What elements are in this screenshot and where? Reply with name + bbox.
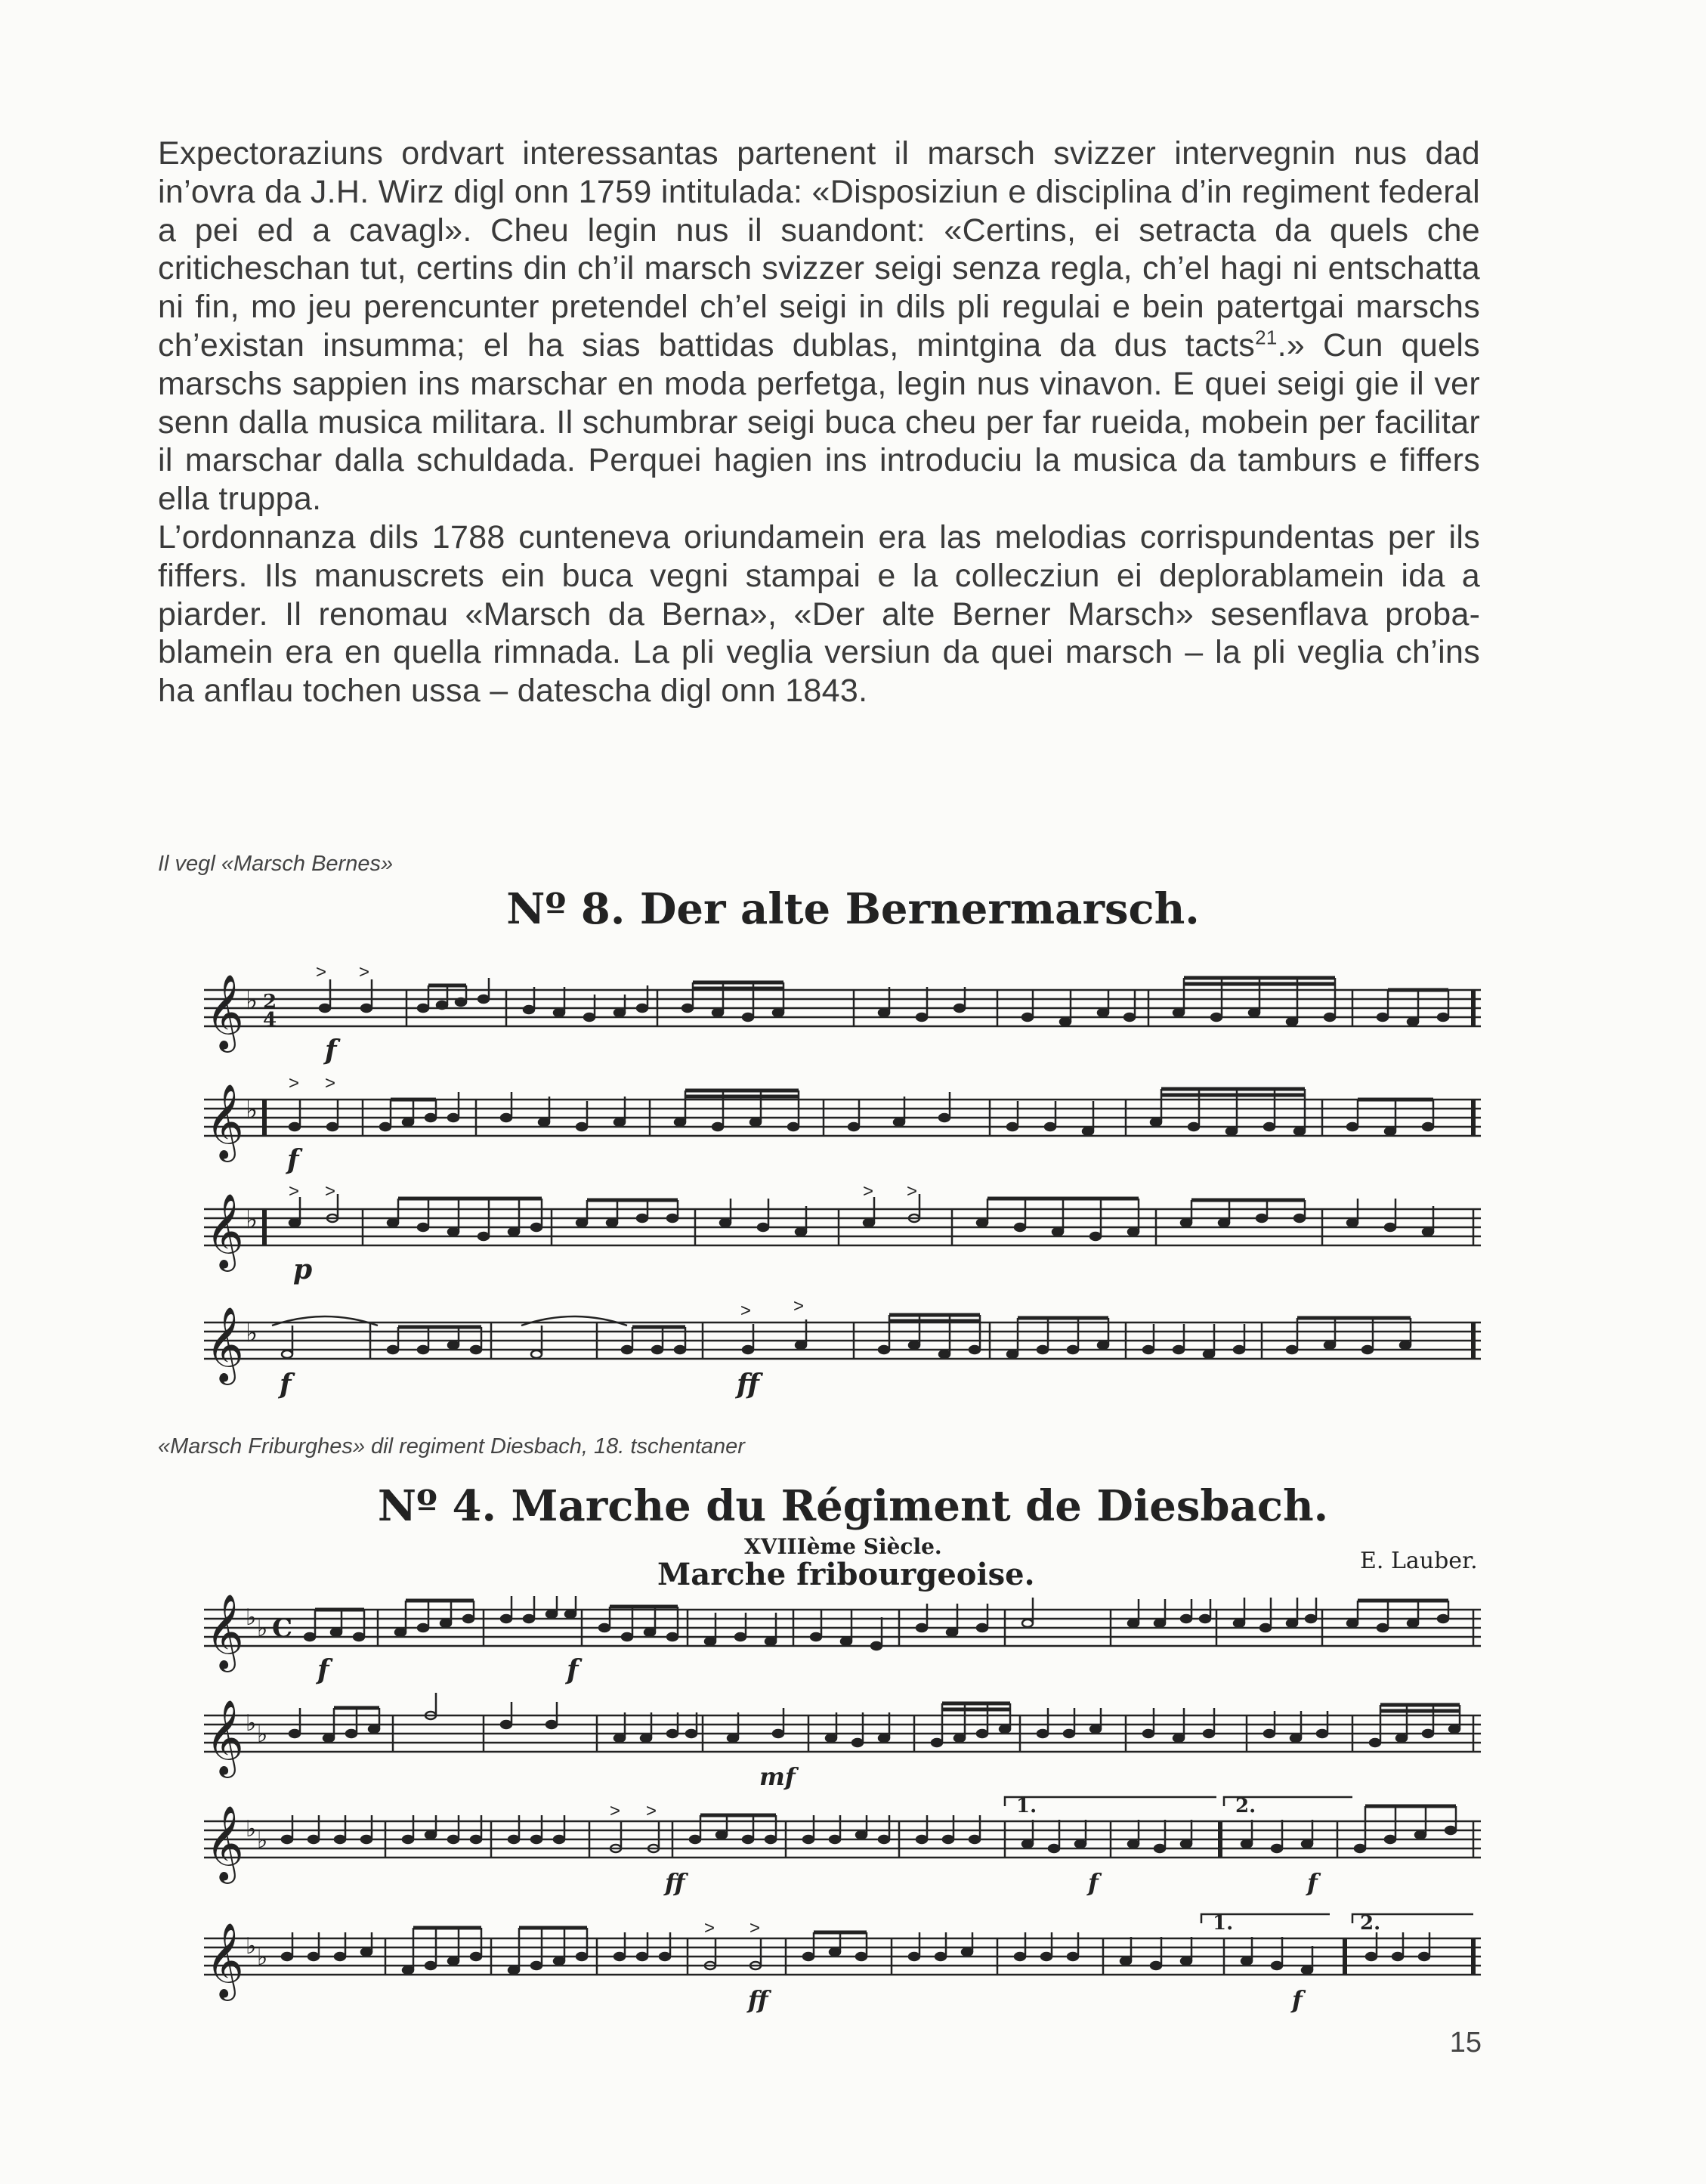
svg-text:𝄞: 𝄞 bbox=[206, 1923, 244, 1998]
svg-text:>: > bbox=[359, 962, 370, 982]
svg-text:>: > bbox=[646, 1801, 657, 1821]
svg-text:♭: ♭ bbox=[257, 1944, 268, 1971]
svg-text:2.: 2. bbox=[1360, 1912, 1381, 1935]
svg-text:♭: ♭ bbox=[246, 1710, 257, 1737]
music-staff-8 bbox=[204, 1912, 1488, 2014]
dynamic-mark: f bbox=[1088, 1868, 1099, 1897]
music-staff-7 bbox=[204, 1795, 1488, 1897]
subtitle-fribourgeoise: Marche fribourgeoise. bbox=[657, 1557, 1035, 1592]
svg-text:♭: ♭ bbox=[257, 1616, 268, 1642]
dynamic-mark: f bbox=[1292, 1985, 1303, 2014]
svg-text:♭: ♭ bbox=[246, 1604, 257, 1631]
svg-text:>: > bbox=[704, 1918, 715, 1938]
svg-text:2: 2 bbox=[263, 991, 277, 1013]
svg-text:>: > bbox=[740, 1301, 752, 1321]
subtitle-century: XVIIIème Siècle. bbox=[744, 1534, 942, 1559]
dynamic-mark: f bbox=[287, 1144, 299, 1176]
svg-text:𝄞: 𝄞 bbox=[206, 1084, 244, 1159]
dynamic-mark: f bbox=[280, 1369, 292, 1400]
caption-bernermarsch: Il vegl «Marsch Bernes» bbox=[158, 852, 394, 876]
svg-text:𝄞: 𝄞 bbox=[206, 974, 244, 1050]
dynamic-mark: p bbox=[293, 1254, 313, 1285]
score-title-bernermarsch: Nº 8. Der alte Bernermarsch. bbox=[506, 884, 1200, 934]
music-staff-2 bbox=[204, 1073, 1488, 1176]
dynamic-mark: mf bbox=[759, 1762, 796, 1791]
svg-text:1.: 1. bbox=[1016, 1795, 1037, 1817]
svg-text:♭: ♭ bbox=[246, 1933, 257, 1960]
svg-text:>: > bbox=[289, 1181, 300, 1202]
svg-text:♭: ♭ bbox=[246, 1816, 257, 1842]
svg-text:1.: 1. bbox=[1213, 1912, 1234, 1935]
dynamic-mark: ff bbox=[748, 1985, 768, 2014]
dynamic-mark: f bbox=[567, 1654, 579, 1686]
svg-text:>: > bbox=[863, 1181, 874, 1202]
footnote-ref: 21 bbox=[1255, 326, 1278, 349]
dynamic-mark: f bbox=[317, 1654, 329, 1686]
music-staff-3 bbox=[204, 1181, 1488, 1285]
svg-text:4: 4 bbox=[263, 1009, 277, 1032]
music-staff-5 bbox=[204, 1595, 1488, 1685]
body-text bbox=[158, 135, 1480, 710]
svg-text:𝄞: 𝄞 bbox=[206, 1193, 244, 1269]
music-staff-6 bbox=[204, 1700, 1488, 1791]
svg-text:♭: ♭ bbox=[246, 985, 258, 1016]
paragraph-2: L’ordonnanza dils 1788 cunteneva oriundamein era las melodias corrispundentas per ils fiffers. Ils manuscrets ein buca vegni stampai e la collecziun ei deplorablamein ida a piarder. Il renomau «Marsch da Berna», «Der alte Berner Marsch» sesenflava probablamein era en quella rimnada. La pli veglia versiun da quei marsch – la pli veglia ch’ins ha anflau tochen ussa – datescha digl onn 1843. bbox=[158, 518, 1480, 710]
svg-text:♭: ♭ bbox=[246, 1095, 258, 1125]
svg-text:2.: 2. bbox=[1235, 1795, 1256, 1817]
svg-text:𝄞: 𝄞 bbox=[206, 1594, 244, 1669]
svg-text:♭: ♭ bbox=[246, 1205, 258, 1235]
music-staff-1 bbox=[204, 962, 1488, 1066]
svg-text:♭: ♭ bbox=[257, 1722, 268, 1748]
svg-text:>: > bbox=[325, 1181, 336, 1202]
page-number: 15 bbox=[1449, 2027, 1482, 2059]
svg-text:𝄞: 𝄞 bbox=[206, 1700, 244, 1775]
dynamic-mark: ff bbox=[737, 1369, 759, 1400]
svg-text:>: > bbox=[907, 1181, 918, 1202]
svg-text:C: C bbox=[272, 1613, 293, 1644]
paragraph-1: Expectoraziuns ordvart interessantas partenent il marsch svizzer intervegnin nus dad in’ovra da J.H. Wirz digl onn 1759 intitulada: «Disposiziun e disciplina d’in regiment federal a pei ed a cavagl». Cheu legin nus il suandont: «Certins, ei setracta da quels che criticheschan tut, certins din ch’il marsch svizzer seigi senza regla, ch’el hagi ni entschatta ni fin, mo jeu perencunter pretendel ch’el seigi in dils pli regulai e bein patertgai marschs ch’existan insumma; el ha sias battidas dublas, mintgina da dus tacts$^{21}$.» Cun quels marschs sappien ins marschar en moda perfetga, legin nus vinavon. E quei seigi gie il ver senn dalla musica militara. Il schumbrar seigi buca cheu per far rueida, mobein per facilitar il marschar dalla schuldada. Perquei hagien ins introduciu la musica da tamburs e fiffers ella truppa. bbox=[158, 135, 1480, 518]
caption-diesbach: «Marsch Friburghes» dil regiment Diesbach, 18. tschentaner bbox=[158, 1434, 745, 1459]
music-staff-4 bbox=[204, 1296, 1488, 1400]
svg-text:>: > bbox=[316, 962, 327, 982]
svg-text:♭: ♭ bbox=[246, 1318, 258, 1348]
svg-text:>: > bbox=[793, 1296, 805, 1316]
composer-name: E. Lauber. bbox=[1360, 1548, 1478, 1574]
svg-text:𝄞: 𝄞 bbox=[206, 1307, 244, 1382]
svg-text:>: > bbox=[610, 1801, 621, 1821]
dynamic-mark: f bbox=[1307, 1868, 1318, 1897]
score-title-diesbach: Nº 4. Marche du Régiment de Diesbach. bbox=[377, 1481, 1329, 1531]
svg-text:>: > bbox=[289, 1073, 300, 1094]
svg-text:>: > bbox=[325, 1073, 336, 1094]
svg-text:𝄞: 𝄞 bbox=[206, 1805, 244, 1881]
svg-text:>: > bbox=[749, 1918, 761, 1938]
svg-text:♭: ♭ bbox=[257, 1827, 268, 1854]
dynamic-mark: f bbox=[325, 1035, 337, 1066]
dynamic-mark: ff bbox=[665, 1868, 685, 1897]
